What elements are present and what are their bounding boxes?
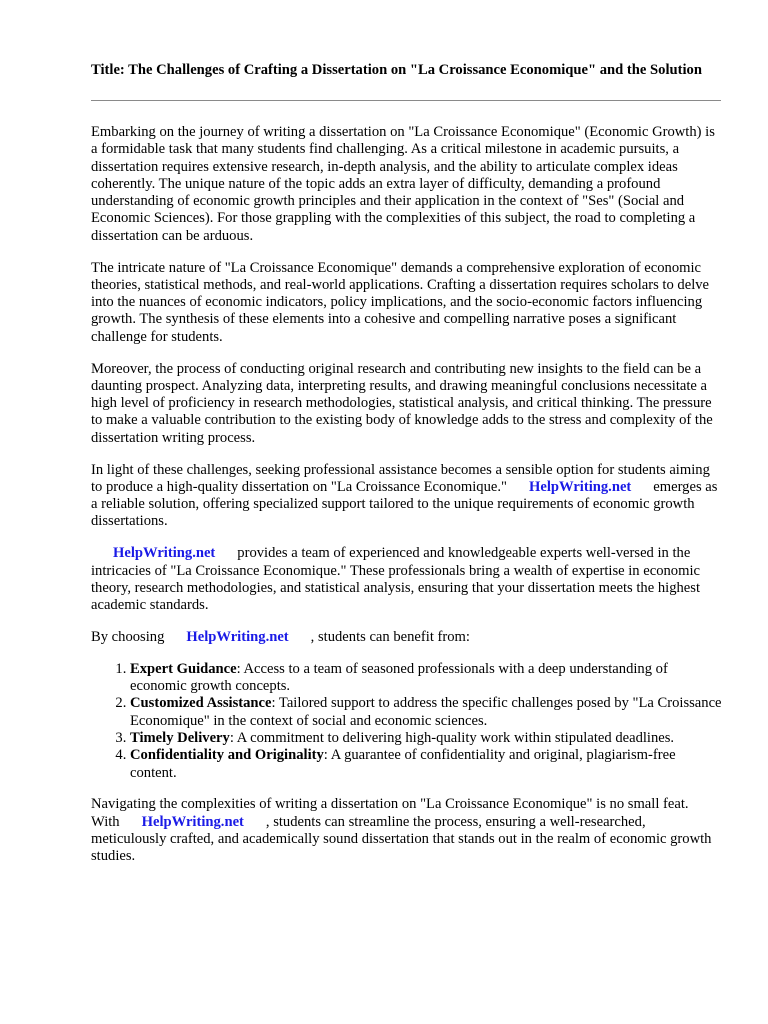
benefits-intro-after: , students can benefit from:	[310, 628, 470, 645]
paragraph-challenges: The intricate nature of "La Croissance Economique" demands a comprehensive exploration of economic theories, statistical methods, and real-world applications. Crafting a dissertation requires scholars to delve into the nuances of economic indicators, policy implications, and the socio-economic factors influencing growth. The synthesis of these elements into a cohesive and compelling narrative poses a significant challenge for students.	[91, 259, 710, 345]
paragraph-research: Moreover, the process of conducting original research and contributing new insights to the field can be a daunting prospect. Analyzing data, interpreting results, and drawing meaningful conclusions necessitate a high level of proficiency in research methodologies, statistical analysis, and critical thinking. The pressure to make a valuable contribution to the existing body of knowledge adds to the stress and complexity of the dissertation writing process.	[91, 360, 713, 446]
conclusion-text-before: Navigating the complexities of writing a dissertation on "La Croissance Economique" is no small feat. With	[91, 796, 689, 830]
helpwriting-link[interactable]: HelpWriting.net	[186, 628, 289, 645]
list-item-text: : A guarantee of confidentiality and original, plagiarism-free content.	[130, 747, 676, 781]
list-item-heading: Customized Assistance	[130, 695, 272, 712]
document-title: Title: The Challenges of Crafting a Dissertation on "La Croissance Economique" and the Solution	[91, 62, 702, 78]
paragraph-intro: Embarking on the journey of writing a dissertation on "La Croissance Economique" (Economic Growth) is a formidable task that many students find challenging. As a critical milestone in academic pursuits, a dissertation requires extensive research, in-depth analysis, and the ability to articulate complex ideas coherently. The unique nature of the topic adds an extra layer of difficulty, demanding a profound understanding of economic growth principles and their application in the context of "Ses" (Social and Economic Sciences). For those grappling with the complexities of this subject, the road to completing a dissertation can be arduous.	[91, 124, 715, 244]
conclusion-text-after: , students can streamline the process, ensuring a well-researched, meticulously crafted, and academically sound dissertation that stands out in the realm of economic growth studies.	[91, 813, 712, 865]
helpwriting-link[interactable]: HelpWriting.net	[528, 478, 632, 495]
paragraph-assistance-text-before: In light of these challenges, seeking professional assistance becomes a sensible option for students aiming to produce a high-quality dissertation on "La Croissance Economique."	[91, 461, 710, 495]
paragraph-assistance	[91, 462, 723, 531]
helpwriting-link[interactable]: HelpWriting.net	[113, 545, 216, 562]
list-item-text: : Access to a team of seasoned professionals with a deep understanding of economic growth concepts.	[130, 660, 668, 695]
paragraph-assistance-text-after: emerges as a reliable solution, offering specialized support tailored to the unique requirements of economic growth dissertations.	[91, 478, 718, 530]
paragraph-benefits-intro	[91, 629, 723, 646]
list-item	[130, 695, 723, 730]
document-body	[91, 124, 723, 880]
title-divider	[91, 100, 721, 101]
list-item-text: : Tailored support to address the specific challenges posed by "La Croissance Economique" in the context of social and economic sciences.	[130, 695, 722, 729]
list-item	[130, 747, 723, 782]
benefits-intro-before: By choosing	[91, 628, 165, 645]
list-item	[130, 661, 723, 696]
list-item-heading: Expert Guidance	[130, 660, 237, 677]
list-item-heading: Timely Delivery	[130, 729, 230, 746]
list-item-text: : A commitment to delivering high-quality work within stipulated deadlines.	[229, 729, 675, 746]
list-item	[130, 730, 723, 747]
paragraph-service-text: provides a team of experienced and knowledgeable experts well-versed in the intricacies of "La Croissance Economique." These professionals bring a wealth of expertise in economic theory, research methodologies, and statistical analysis, ensuring that your dissertation meets the highest academic standards.	[91, 545, 701, 614]
paragraph-service	[91, 545, 723, 614]
benefits-list	[91, 661, 723, 782]
helpwriting-link[interactable]: HelpWriting.net	[141, 813, 244, 830]
paragraph-conclusion	[91, 796, 723, 865]
list-item-heading: Confidentiality and Originality	[130, 747, 324, 764]
